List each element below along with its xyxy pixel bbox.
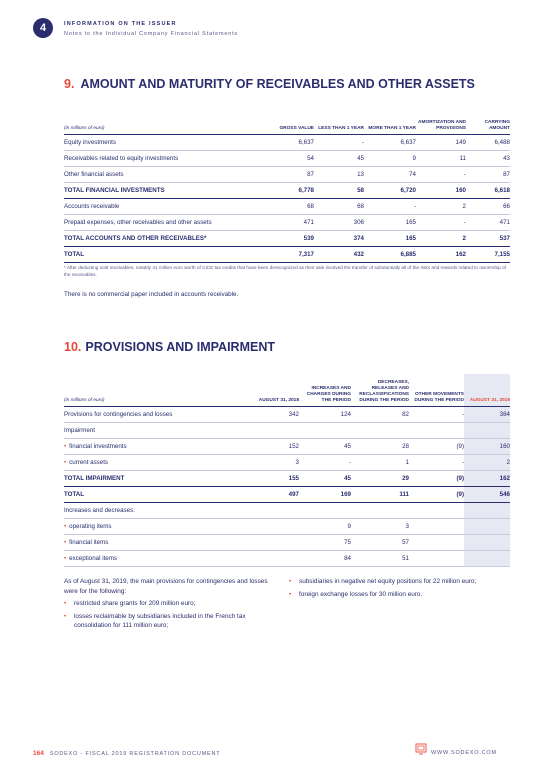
column-header: DECREASES, RELEASES AND RECLASSIFICATIONS DURING THE PERIOD <box>359 380 409 404</box>
table-cell <box>244 551 299 567</box>
row-label-text: operating items <box>69 523 112 530</box>
provisions-table <box>64 374 510 567</box>
table-cell: 2 <box>464 455 510 471</box>
table-cell: - <box>409 407 464 423</box>
row-label-text: exceptional items <box>69 555 117 562</box>
footer-left <box>33 750 220 757</box>
table-cell: 165 <box>364 231 416 247</box>
table-cell: 54 <box>264 151 314 167</box>
row-label-text: Accounts receivable <box>64 203 120 210</box>
table-cell: 6,488 <box>466 135 510 151</box>
table-cell <box>244 519 299 535</box>
table-cell: (9) <box>409 439 464 455</box>
row-label <box>64 247 264 263</box>
table-cell: 82 <box>351 407 409 423</box>
document-icon <box>415 743 427 755</box>
table-cell: 66 <box>466 199 510 215</box>
bullet-icon: • <box>64 443 67 450</box>
table-row <box>64 151 510 167</box>
table-row <box>64 167 510 183</box>
table-cell <box>464 551 510 567</box>
row-label <box>64 231 264 247</box>
bullet-item: • subsidiaries in negative net equity positions for 22 million euro; <box>289 577 509 587</box>
row-label-text: TOTAL <box>64 491 85 498</box>
table-cell: 539 <box>264 231 314 247</box>
row-label-text: current assets <box>69 459 109 466</box>
bullet-item: • foreign exchange losses for 30 million euro. <box>289 590 509 600</box>
table-row <box>64 135 510 151</box>
table-row <box>64 423 510 439</box>
column-header: AMORTIZATION AND PROVISIONS <box>418 120 466 132</box>
table-cell: - <box>314 135 364 151</box>
row-label <box>64 519 244 535</box>
table-cell: 546 <box>464 487 510 503</box>
row-label-text: TOTAL IMPAIRMENT <box>64 475 125 482</box>
row-label-text: Provisions for contingencies and losses <box>64 411 173 418</box>
table-cell: 9 <box>364 151 416 167</box>
row-label <box>64 151 264 167</box>
row-label-text: financial items <box>69 539 109 546</box>
table-cell: 6,618 <box>466 183 510 199</box>
column-header: INCREASES AND CHARGES DURING THE PERIOD <box>306 386 351 404</box>
table-cell: 68 <box>264 199 314 215</box>
column-header: (in millions of euro) <box>64 126 105 132</box>
table-row <box>64 439 510 455</box>
table-row <box>64 519 510 535</box>
table-cell: 57 <box>351 535 409 551</box>
column-header: MORE THAN 1 YEAR <box>368 126 416 132</box>
row-label-text: Prepaid expenses, other receivables and other assets <box>64 219 212 226</box>
table-cell: 169 <box>299 487 351 503</box>
row-label-text: Increases and decreases: <box>64 507 135 514</box>
table-cell <box>464 503 510 519</box>
table-cell: - <box>416 167 466 183</box>
table-row <box>64 407 510 423</box>
column-header: AUGUST 31, 2018 <box>258 398 299 404</box>
table-cell <box>244 423 299 439</box>
table-cell <box>464 423 510 439</box>
provisions-intro: As of August 31, 2019, the main provisions for contingencies and losses were for the following: <box>64 578 268 595</box>
table-cell: 3 <box>351 519 409 535</box>
table-cell: 124 <box>299 407 351 423</box>
table-row <box>64 183 510 199</box>
bullet-icon: • <box>64 539 67 546</box>
table-cell: 87 <box>264 167 314 183</box>
table-cell: 497 <box>244 487 299 503</box>
row-label-text: TOTAL ACCOUNTS AND OTHER RECEIVABLES* <box>64 235 207 242</box>
table-cell: 58 <box>314 183 364 199</box>
table-cell <box>299 423 351 439</box>
row-label <box>64 423 244 439</box>
table-cell: 84 <box>299 551 351 567</box>
table-cell: 6,778 <box>264 183 314 199</box>
table-cell: 45 <box>299 471 351 487</box>
table-cell: 160 <box>416 183 466 199</box>
table-cell: 11 <box>416 151 466 167</box>
section-9-title: AMOUNT AND MATURITY OF RECEIVABLES AND OTHER ASSETS <box>80 77 475 91</box>
column-header: GROSS VALUE <box>279 126 314 132</box>
table-cell: 74 <box>364 167 416 183</box>
receivables-table <box>64 110 510 263</box>
table-cell: 374 <box>314 231 364 247</box>
chapter-badge: 4 <box>33 18 53 38</box>
section-9-heading <box>64 77 475 91</box>
table-cell: 9 <box>299 519 351 535</box>
row-label <box>64 535 244 551</box>
table-cell: 162 <box>416 247 466 263</box>
table-cell: 160 <box>464 439 510 455</box>
table-cell: 384 <box>464 407 510 423</box>
table-cell: 432 <box>314 247 364 263</box>
bullet-icon: • <box>64 523 67 530</box>
table-cell <box>351 503 409 519</box>
table-cell: 7,155 <box>466 247 510 263</box>
table-cell <box>409 519 464 535</box>
column-header: LESS THAN 1 YEAR <box>318 126 364 132</box>
table-cell: 3 <box>244 455 299 471</box>
table-cell: 6,720 <box>364 183 416 199</box>
table-row <box>64 231 510 247</box>
table-cell: 471 <box>264 215 314 231</box>
section-10-number: 10. <box>64 340 82 354</box>
table-cell: 155 <box>244 471 299 487</box>
section-subtitle: Notes to the Individual Company Financial Statements <box>64 31 238 37</box>
table-cell: 6,885 <box>364 247 416 263</box>
table-cell: 28 <box>351 439 409 455</box>
row-label <box>64 215 264 231</box>
table-row <box>64 503 510 519</box>
column-header: AUGUST 31, 2019 <box>464 374 510 407</box>
table-cell <box>244 535 299 551</box>
receivables-table-header <box>64 110 510 135</box>
section-10-heading <box>64 340 275 354</box>
table-row <box>64 487 510 503</box>
table-cell: 68 <box>314 199 364 215</box>
table-cell <box>299 503 351 519</box>
column-header: (in millions of euro) <box>64 398 105 404</box>
row-label-text: Equity investments <box>64 139 116 146</box>
provisions-commentary-left <box>64 577 280 634</box>
table-cell: 7,317 <box>264 247 314 263</box>
table-cell: 75 <box>299 535 351 551</box>
bullet-item: • losses reclaimable by subsidiaries included in the French tax consolidation for 111 million euro; <box>64 612 280 631</box>
row-label <box>64 503 244 519</box>
table-cell: 2 <box>416 231 466 247</box>
bullet-item: • restricted share grants for 209 million euro; <box>64 599 280 609</box>
table-cell: 111 <box>351 487 409 503</box>
table-cell: 6,637 <box>264 135 314 151</box>
row-label <box>64 551 244 567</box>
table-cell: 2 <box>416 199 466 215</box>
row-label <box>64 471 244 487</box>
table-cell <box>409 503 464 519</box>
row-label-text: TOTAL <box>64 251 85 258</box>
table-cell: 162 <box>464 471 510 487</box>
table-cell: 342 <box>244 407 299 423</box>
provisions-table-header <box>64 374 510 407</box>
table-cell: - <box>416 215 466 231</box>
row-label <box>64 407 244 423</box>
section-10-title: PROVISIONS AND IMPAIRMENT <box>85 340 275 354</box>
table-cell <box>409 423 464 439</box>
table-cell <box>409 535 464 551</box>
table-cell: - <box>364 199 416 215</box>
footnote: * After deducting sold receivables, notably 41 million euro worth of CICE tax credits that have been derecognized as their sale involved the transfer of substantially all of the risks and rewards related to ownership of the receivables. <box>64 265 506 277</box>
table-cell: 471 <box>466 215 510 231</box>
table-cell: 45 <box>299 439 351 455</box>
table-cell: (9) <box>409 471 464 487</box>
table-cell: - <box>299 455 351 471</box>
table-cell <box>464 535 510 551</box>
website-link[interactable]: WWW.SODEXO.COM <box>431 750 497 756</box>
table-cell <box>351 423 409 439</box>
table-cell: - <box>409 455 464 471</box>
table-row <box>64 215 510 231</box>
table-cell: 1 <box>351 455 409 471</box>
table-cell: 29 <box>351 471 409 487</box>
table-row <box>64 199 510 215</box>
table-row <box>64 535 510 551</box>
bullet-icon: • <box>64 555 67 562</box>
table-cell: 537 <box>466 231 510 247</box>
row-label-text: Impairment <box>64 427 95 434</box>
row-label <box>64 439 244 455</box>
table-row <box>64 247 510 263</box>
table-cell: 165 <box>364 215 416 231</box>
row-label-text: TOTAL FINANCIAL INVESTMENTS <box>64 187 165 194</box>
provisions-commentary-right <box>289 577 509 602</box>
column-header: OTHER MOVEMENTS DURING THE PERIOD <box>414 392 464 404</box>
table-cell: (9) <box>409 487 464 503</box>
document-name: SODEXO - FISCAL 2019 REGISTRATION DOCUMENT <box>49 751 221 757</box>
row-label <box>64 455 244 471</box>
table-cell: 51 <box>351 551 409 567</box>
column-header: CARRYING AMOUNT <box>484 120 510 132</box>
table-cell: 149 <box>416 135 466 151</box>
table-cell: 87 <box>466 167 510 183</box>
row-label-text: financial investments <box>69 443 127 450</box>
table-cell <box>464 519 510 535</box>
row-label <box>64 183 264 199</box>
row-label <box>64 167 264 183</box>
table-cell: 43 <box>466 151 510 167</box>
table-cell: 152 <box>244 439 299 455</box>
table-cell <box>244 503 299 519</box>
bullet-icon: • <box>64 459 67 466</box>
table-cell <box>409 551 464 567</box>
table-cell: 13 <box>314 167 364 183</box>
table-cell: 306 <box>314 215 364 231</box>
table-row <box>64 471 510 487</box>
section-9-number: 9. <box>64 77 75 91</box>
row-label-text: Other financial assets <box>64 171 124 178</box>
page-number: 164 <box>33 750 44 757</box>
table-cell: 45 <box>314 151 364 167</box>
table-row <box>64 455 510 471</box>
table-row <box>64 551 510 567</box>
row-label <box>64 199 264 215</box>
row-label-text: Receivables related to equity investments <box>64 155 179 162</box>
table-cell: 6,637 <box>364 135 416 151</box>
row-label <box>64 135 264 151</box>
commercial-paper-note: There is no commercial paper included in accounts receivable. <box>64 291 239 298</box>
row-label <box>64 487 244 503</box>
section-header: INFORMATION ON THE ISSUER <box>64 21 177 27</box>
